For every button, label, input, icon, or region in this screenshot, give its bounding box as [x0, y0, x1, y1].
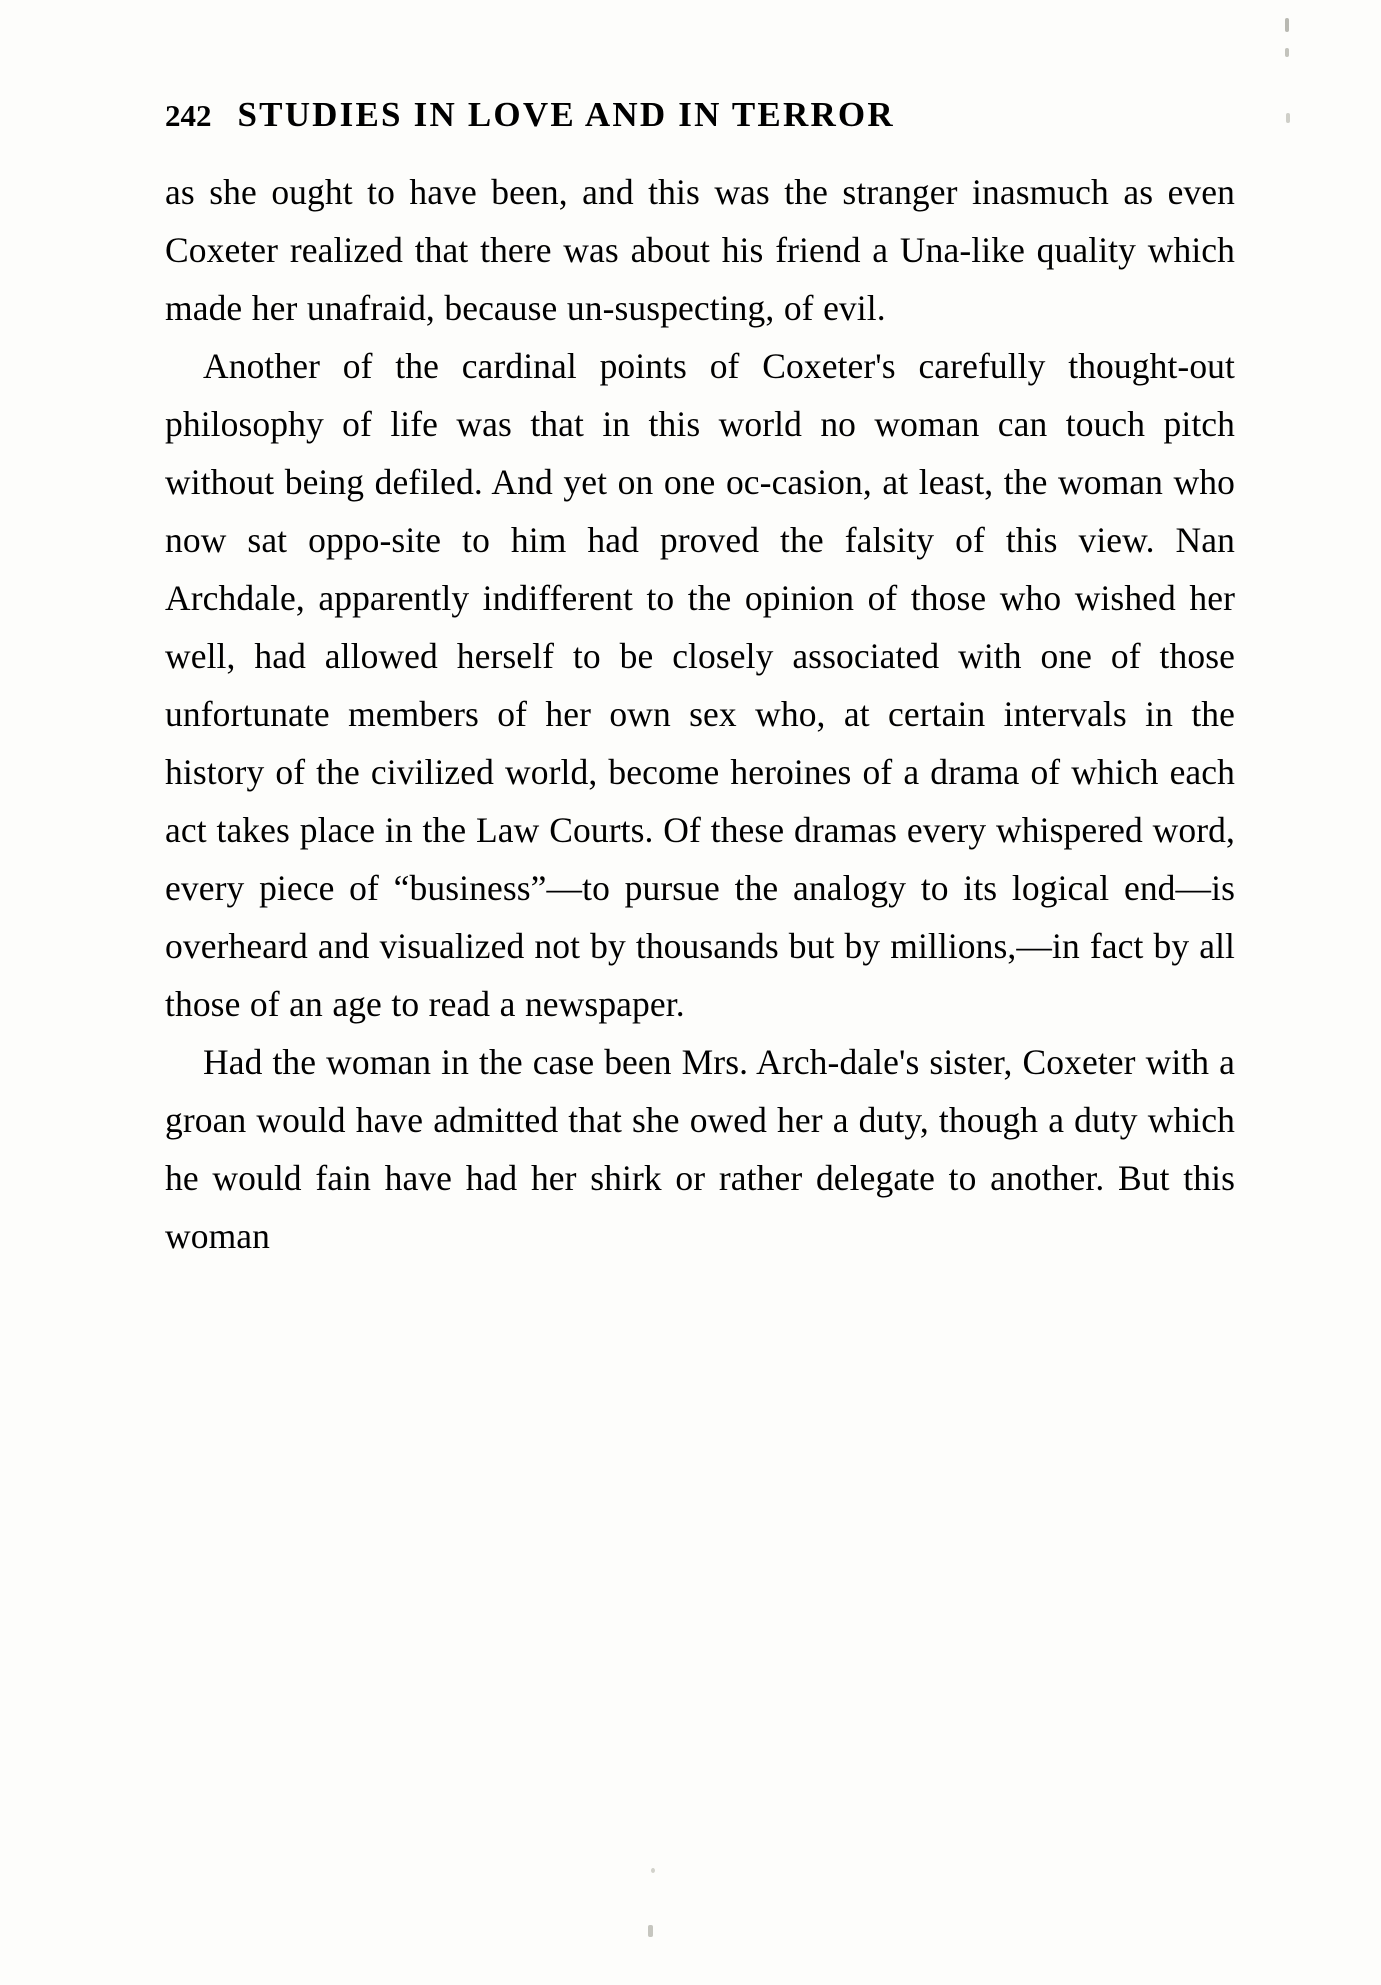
body-text	[165, 163, 1235, 1265]
page-number: 242	[165, 98, 212, 133]
page-speckle	[1286, 113, 1290, 123]
text-block	[165, 95, 1235, 1265]
page-speckle	[648, 1925, 653, 1937]
paragraph: Had the woman in the case been Mrs. Arch-dale's sister, Coxeter with a groan would have admitted that she owed her a duty, though a duty which he would fain have had her shirk or rather delegate to another. But this woman	[165, 1042, 1235, 1256]
page-speckle	[1285, 48, 1289, 57]
paragraph: as she ought to have been, and this was the stranger inasmuch as even Coxeter realized that there was about his friend a Una-like quality which made her unafraid, because un-suspecting, of evil.	[165, 172, 1235, 328]
page-speckle	[1285, 18, 1289, 32]
page-speckle	[651, 1868, 655, 1873]
paragraph: Another of the cardinal points of Coxeter's carefully thought-out philosophy of life was that in this world no woman can touch pitch without being defiled. And yet on one oc-casion, at least, the woman who now sat oppo-site to him had proved the falsity of this view. Nan Archdale, apparently indifferent to the opinion of those who wished her well, had allowed herself to be closely associated with one of those unfortunate members of her own sex who, at certain intervals in the history of the civilized world, become heroines of a drama of which each act takes place in the Law Courts. Of these dramas every whispered word, every piece of “business”—to pursue the analogy to its logical end—is overheard and visualized not by thousands but by millions,—in fact by all those of an age to read a newspaper.	[165, 346, 1235, 1024]
running-head	[165, 95, 1235, 135]
running-head-title: STUDIES IN LOVE AND IN TERROR	[237, 95, 895, 134]
